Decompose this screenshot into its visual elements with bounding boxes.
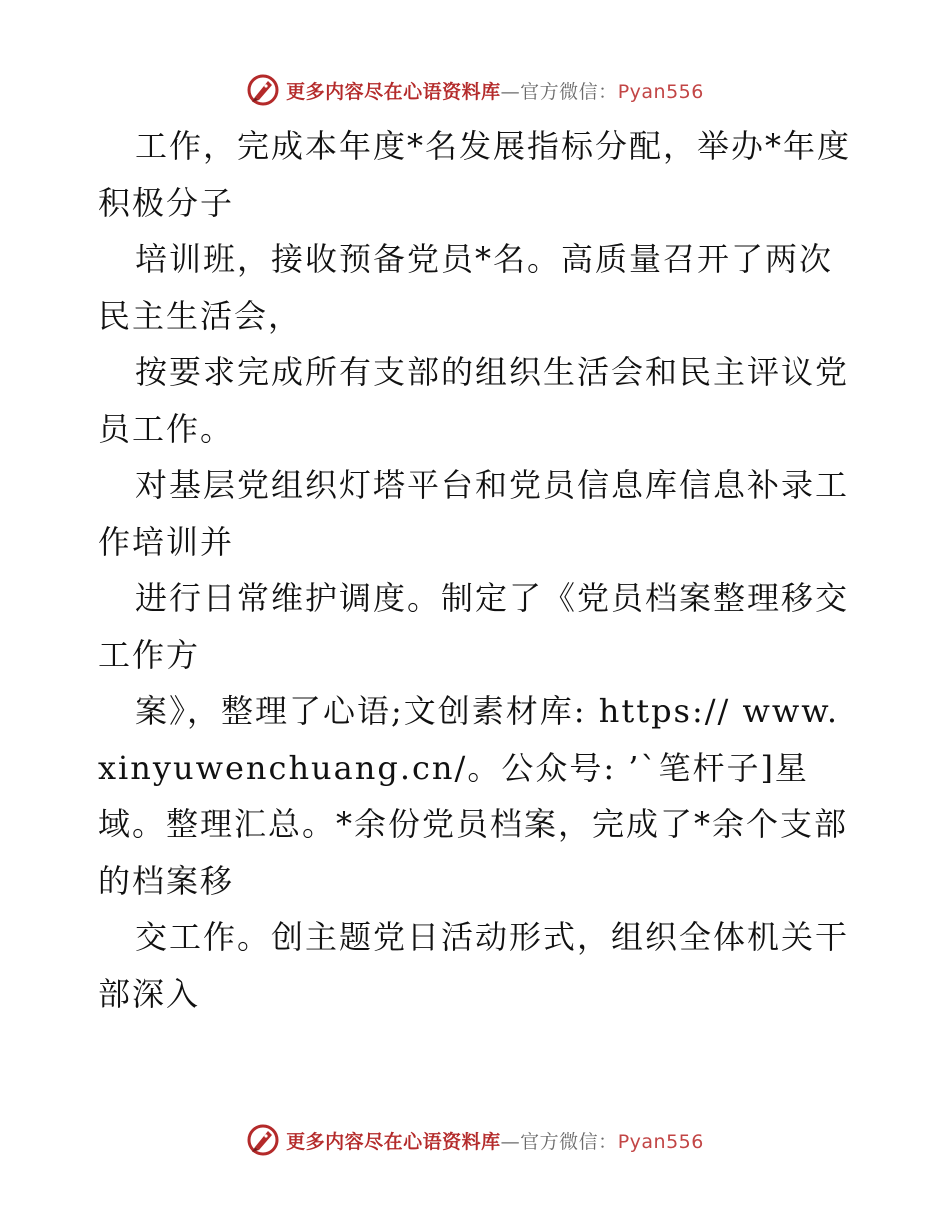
footer-banner-inner <box>246 1123 704 1157</box>
header-watermark-banner <box>0 70 950 110</box>
paragraph: 按要求完成所有支部的组织生活会和民主评议党员工作。 <box>98 353 850 448</box>
header-banner-inner <box>246 73 704 107</box>
document-body <box>98 118 858 1022</box>
paragraph: 交工作。创主题党日活动形式，组织全体机关干部深入 <box>98 918 850 1013</box>
footer-separator: — <box>500 1130 521 1153</box>
header-separator: — <box>500 80 521 103</box>
pen-nib-logo-icon <box>246 73 280 107</box>
header-wechat-label: 官方微信： <box>520 80 618 103</box>
footer-banner-text <box>286 1127 704 1154</box>
paragraph: 案》，整理了心语;文创素材库: https:// www.xinyuwenchuang.cn/。公众号: ’`笔杆子]星域。整理汇总。*余份党员档案，完成了*余个支部的档案移 <box>98 692 849 900</box>
pen-nib-logo-icon <box>246 1123 280 1157</box>
header-banner-text <box>286 77 704 104</box>
footer-wechat-id: Pyan556 <box>617 1130 704 1153</box>
footer-watermark-banner <box>0 1120 950 1160</box>
header-wechat-id: Pyan556 <box>617 80 704 103</box>
paragraph: 培训班，接收预备党员*名。高质量召开了两次民主生活会， <box>98 240 834 335</box>
paragraph: 进行日常维护调度。制定了《党员档案整理移交工作方 <box>98 579 850 674</box>
header-site-text: 更多内容尽在心语资料库 <box>286 80 501 103</box>
footer-site-text: 更多内容尽在心语资料库 <box>286 1130 501 1153</box>
paragraph: 对基层党组织灯塔平台和党员信息库信息补录工作培训并 <box>98 466 850 561</box>
paragraph: 工作，完成本年度*名发展指标分配，举办*年度积极分子 <box>98 127 852 222</box>
footer-wechat-label: 官方微信： <box>520 1130 618 1153</box>
